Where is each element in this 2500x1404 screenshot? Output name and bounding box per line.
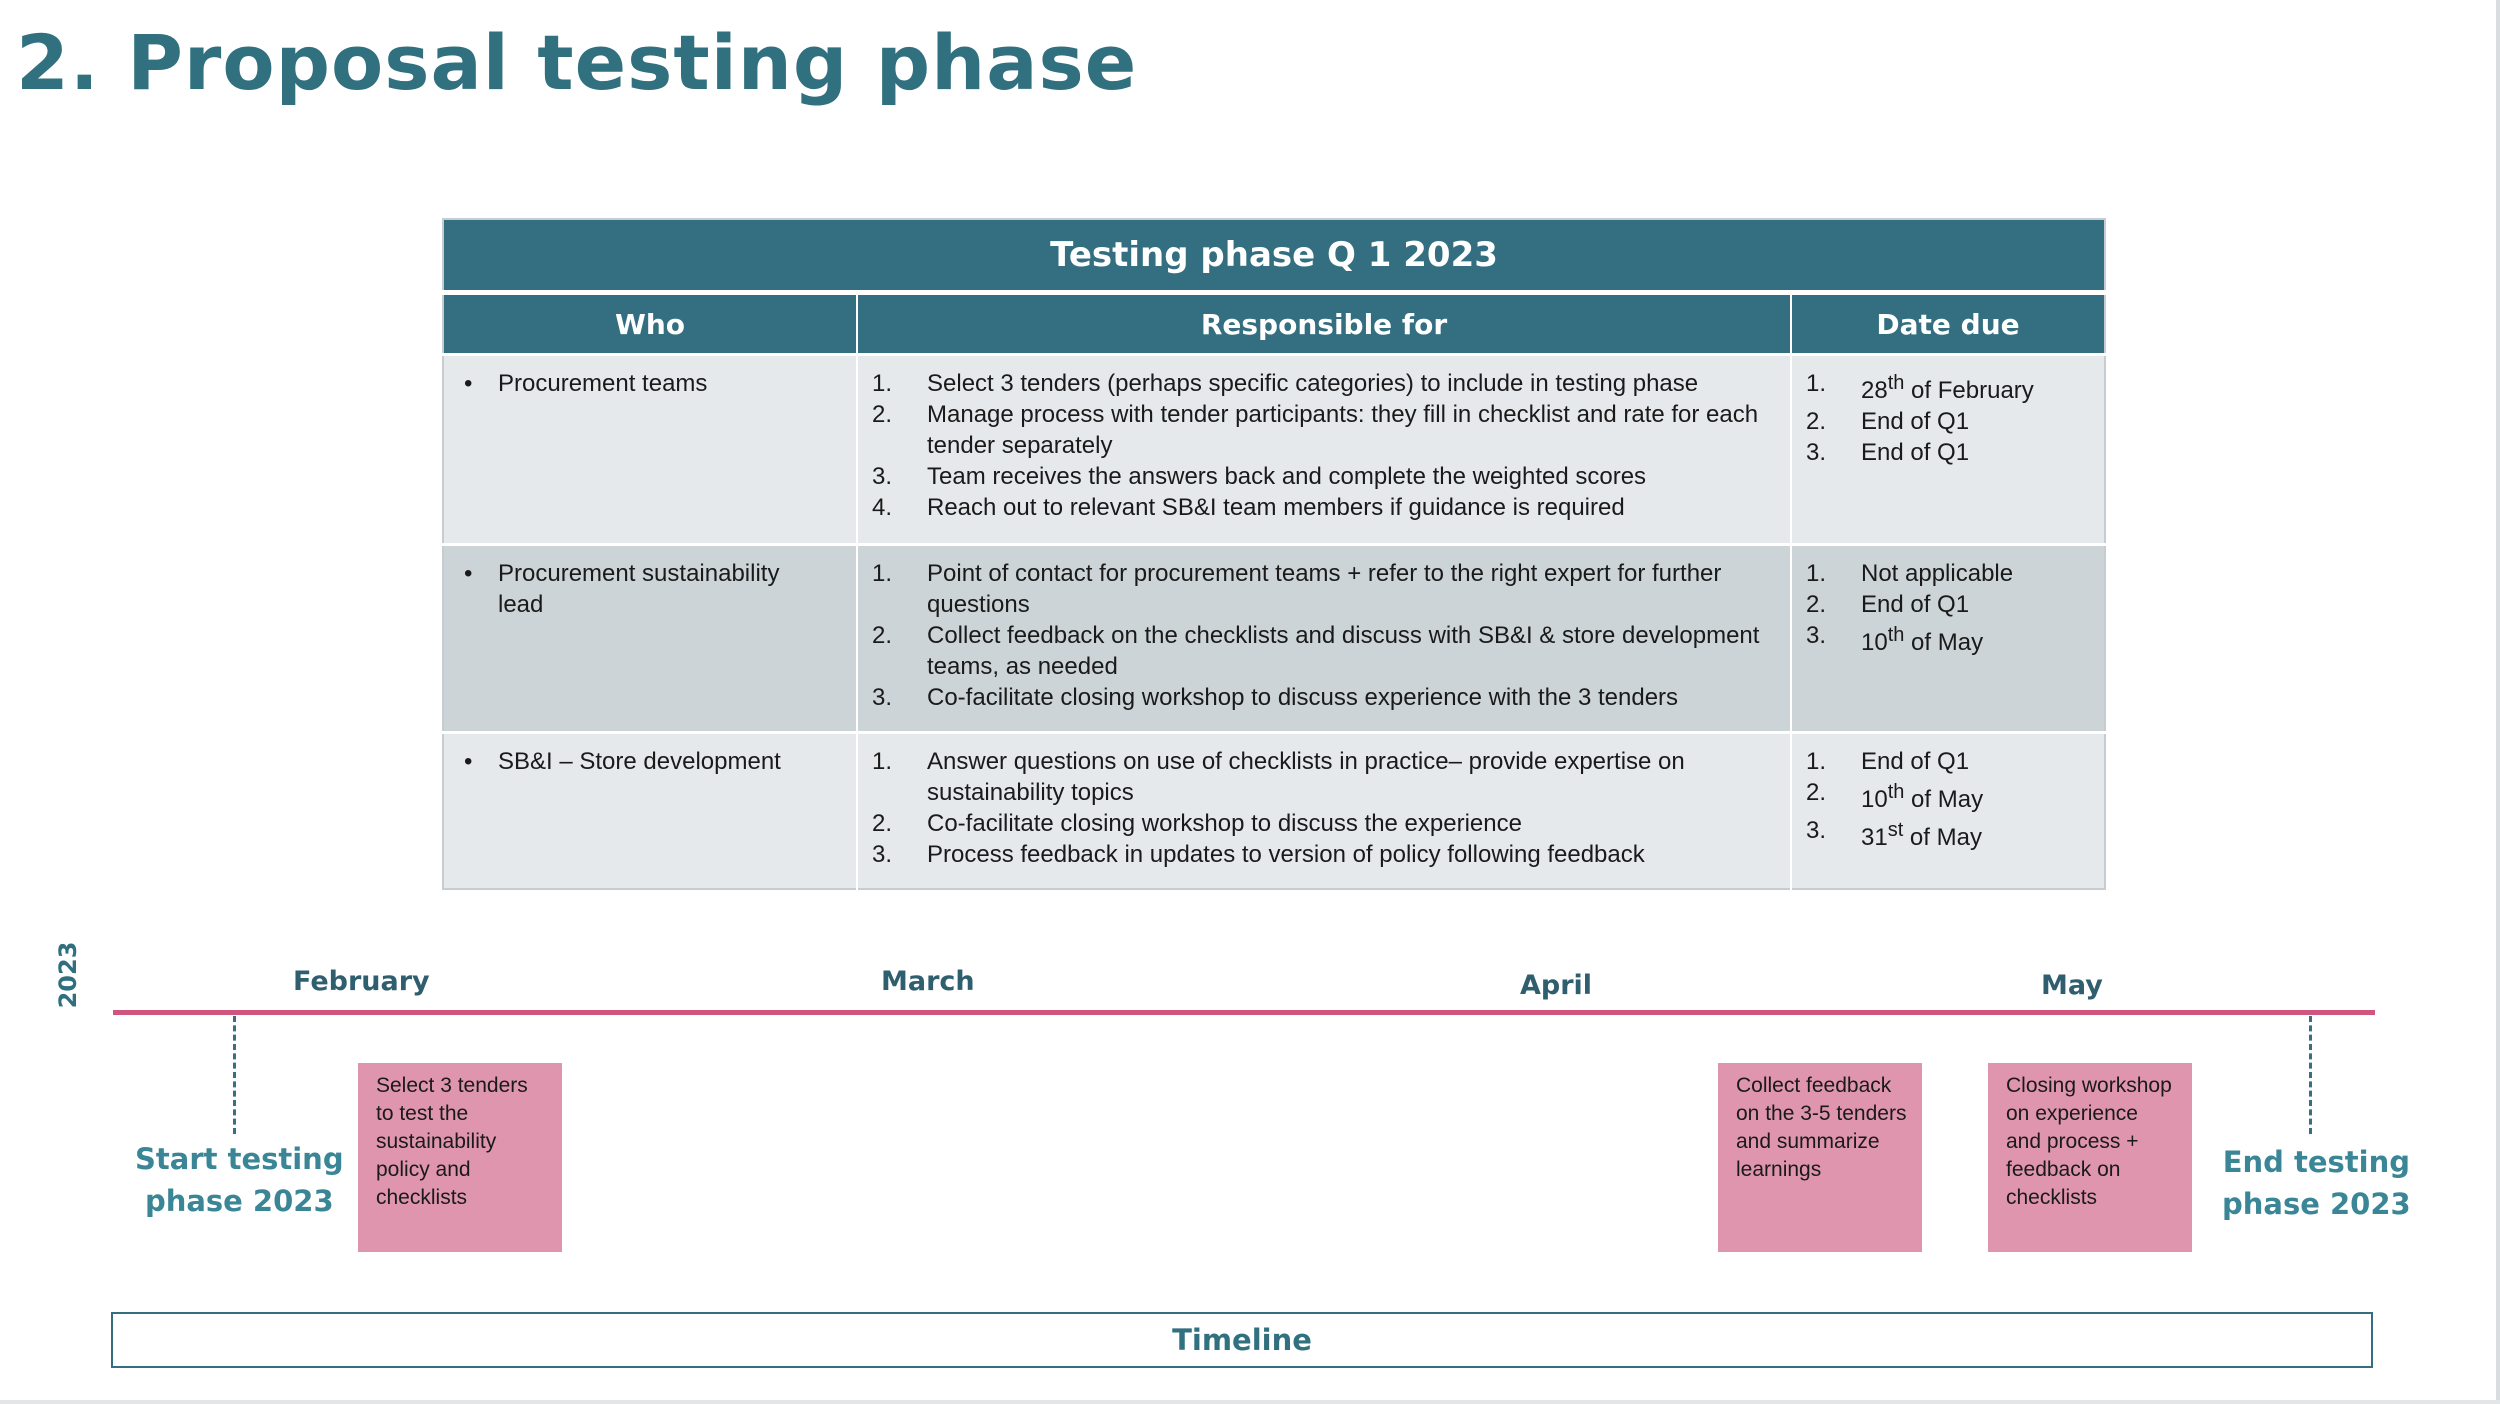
who-label: Procurement teams — [498, 370, 708, 397]
who-label: SB&I – Store development — [498, 748, 781, 775]
end-testing-label: End testing phase 2023 — [2222, 1145, 2411, 1221]
month-label-february: February — [293, 966, 430, 997]
date-cell — [1791, 355, 2105, 545]
responsibility-cell — [857, 733, 1791, 890]
list-item: 4. Reach out to relevant SB&I team members if guidance is required — [872, 494, 1625, 521]
month-label-march: March — [881, 966, 975, 997]
date-cell — [1791, 545, 2105, 733]
month-label-april: April — [1520, 970, 1593, 1001]
list-item: 3. 10th of May — [1806, 622, 1984, 656]
table-title: Testing phase Q 1 2023 — [443, 219, 2105, 293]
who-cell: • Procurement sustainability lead — [443, 545, 857, 733]
list-item: 2. 10th of May — [1806, 779, 1984, 813]
timeline-line — [113, 1010, 2375, 1015]
date-cell — [1791, 733, 2105, 890]
list-item: 1. End of Q1 — [1806, 748, 1970, 775]
column-header-who: Who — [443, 293, 857, 355]
list-item: 1. Not applicable — [1806, 560, 2014, 587]
start-marker — [233, 1016, 236, 1134]
list-item: 2. End of Q1 — [1806, 408, 1970, 435]
list-item: 1. 28th of February — [1806, 370, 2034, 404]
who-label: Procurement sustainability lead — [498, 560, 780, 618]
list-item: 3. Process feedback in updates to version of policy following feedback — [872, 841, 1645, 868]
list-item: 2. Collect feedback on the checklists and discuss with SB&I & store development teams, as needed — [872, 622, 1760, 680]
list-item: 1. Answer questions on use of checklists in practice– provide expertise on sustainability topics — [872, 748, 1685, 806]
list-item: 2. End of Q1 — [1806, 591, 1970, 618]
list-item: 3. End of Q1 — [1806, 439, 1970, 466]
who-cell: • SB&I – Store development — [443, 733, 857, 890]
column-header-responsible: Responsible for — [857, 293, 1791, 355]
who-cell: • Procurement teams — [443, 355, 857, 545]
responsibility-cell — [857, 545, 1791, 733]
start-testing-label: Start testing phase 2023 — [135, 1142, 344, 1218]
year-label: 2023 — [54, 941, 82, 1009]
list-item: 2. Co-facilitate closing workshop to discuss the experience — [872, 810, 1522, 837]
responsibility-cell — [857, 355, 1791, 545]
list-item: 2. Manage process with tender participants: they fill in checklist and rate for each tender separately — [872, 401, 1759, 459]
task-select-tenders: Select 3 tenders to test the sustainability policy and checklists — [358, 1063, 562, 1252]
timeline-footer: Timeline — [111, 1312, 2373, 1368]
table-row — [443, 355, 2105, 545]
list-item: 3. Team receives the answers back and complete the weighted scores — [872, 463, 1647, 490]
slide-edge-bottom — [0, 1400, 2500, 1404]
slide-edge — [2496, 0, 2500, 1404]
task-closing-workshop: Closing workshop on experience and process + feedback on checklists — [1988, 1063, 2192, 1252]
table-row — [443, 733, 2105, 890]
end-marker — [2309, 1016, 2312, 1134]
page-title: 2. Proposal testing phase — [16, 18, 1138, 107]
list-item: 3. Co-facilitate closing workshop to discuss experience with the 3 tenders — [872, 684, 1679, 711]
table-row — [443, 545, 2105, 733]
testing-phase-table — [442, 218, 2106, 890]
task-collect-feedback: Collect feedback on the 3-5 tenders and summarize learnings — [1718, 1063, 1922, 1252]
month-label-may: May — [2041, 970, 2103, 1001]
column-header-date: Date due — [1791, 293, 2105, 355]
list-item: 1. Point of contact for procurement teams + refer to the right expert for further questions — [872, 560, 1722, 618]
list-item: 1. Select 3 tenders (perhaps specific categories) to include in testing phase — [872, 370, 1699, 397]
list-item: 3. 31st of May — [1806, 817, 1982, 851]
